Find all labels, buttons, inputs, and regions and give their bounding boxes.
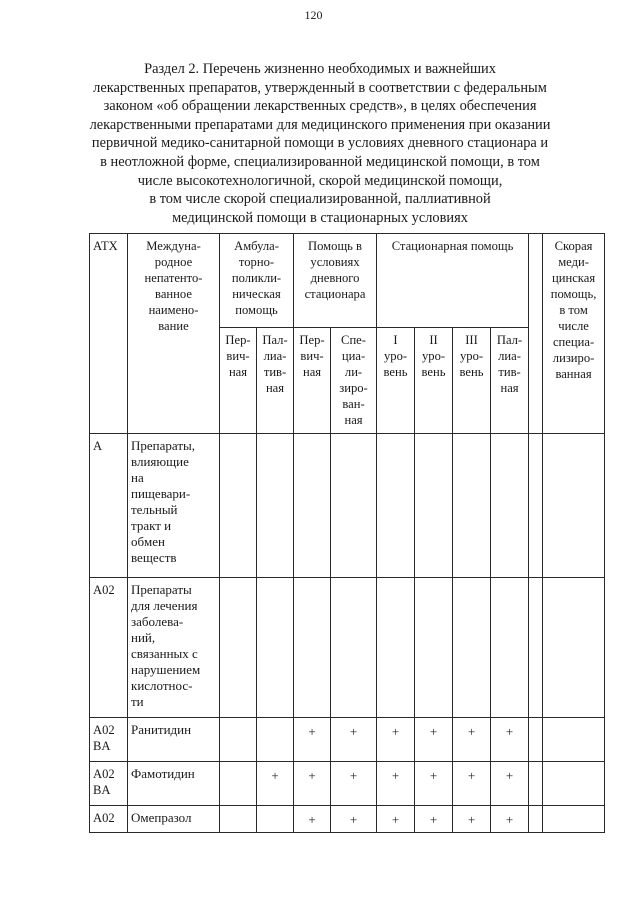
mark-cell: +	[453, 762, 491, 806]
mark-cell: +	[294, 718, 331, 762]
drug-name: Препараты для лечения заболева- ний, связанных с нарушением кислотнос- ти	[128, 578, 220, 718]
mark-cell: +	[331, 762, 377, 806]
header-level1: I уро- вень	[377, 328, 415, 434]
atx-code: A02 BA	[90, 718, 128, 762]
drug-list-table	[89, 233, 605, 833]
mark-cell	[529, 718, 543, 762]
mark-cell	[415, 578, 453, 718]
mark-cell	[220, 578, 257, 718]
section-heading: Раздел 2. Перечень жизненно необходимых и важнейших лекарственных препаратов, утвержденный в соответствии с федеральным законом «об обращении лекарственных средств», в целях обеспечения лекарственными препаратами для медицинского применения при оказании первичной медико-санитарной помощи в условиях дневного стационара и в неотложной форме, специализированной медицинской помощи, в том числе высокотехнологичной, скорой медицинской помощи, в том числе скорой специализированной, паллиативной медицинской помощи в стационарных условиях	[89, 61, 551, 226]
mark-cell	[529, 762, 543, 806]
header-amb-primary: Пер- вич- ная	[220, 328, 257, 434]
mark-cell: +	[415, 762, 453, 806]
header-amb-palliative: Пал- лиа- тив- ная	[257, 328, 294, 434]
mark-cell: +	[491, 718, 529, 762]
mark-cell: +	[331, 806, 377, 833]
table-row	[90, 434, 605, 578]
drug-name: Омепразол	[128, 806, 220, 833]
mark-cell	[543, 578, 605, 718]
mark-cell	[257, 578, 294, 718]
table-row	[90, 762, 605, 806]
atx-code: A	[90, 434, 128, 578]
atx-code: A02 BA	[90, 762, 128, 806]
mark-cell: +	[331, 718, 377, 762]
mark-cell	[543, 718, 605, 762]
mark-cell	[220, 806, 257, 833]
mark-cell	[294, 578, 331, 718]
mark-cell: +	[377, 718, 415, 762]
mark-cell	[257, 718, 294, 762]
header-spacer	[529, 234, 543, 434]
mark-cell: +	[453, 806, 491, 833]
mark-cell	[377, 578, 415, 718]
mark-cell: +	[415, 806, 453, 833]
header-level3: III уро- вень	[453, 328, 491, 434]
header-mnn: Междуна- родное непатенто- ванное наимено- вание	[128, 234, 220, 434]
mark-cell	[415, 434, 453, 578]
header-level2: II уро- вень	[415, 328, 453, 434]
mark-cell	[220, 718, 257, 762]
mark-cell	[491, 578, 529, 718]
atx-code: A02	[90, 806, 128, 833]
mark-cell	[257, 434, 294, 578]
mark-cell	[529, 806, 543, 833]
mark-cell: +	[491, 806, 529, 833]
mark-cell	[453, 578, 491, 718]
drug-name: Фамотидин	[128, 762, 220, 806]
drug-name: Ранитидин	[128, 718, 220, 762]
header-day-hospital: Помощь в условиях дневного стационара	[294, 234, 377, 328]
header-inpatient: Стационарная помощь	[377, 234, 529, 328]
mark-cell	[529, 578, 543, 718]
mark-cell	[453, 434, 491, 578]
mark-cell	[294, 434, 331, 578]
mark-cell	[529, 434, 543, 578]
header-ambulatory: Амбула- торно- поликли- ническая помощь	[220, 234, 294, 328]
header-day-specialized: Спе- циа- ли- зиро- ван- ная	[331, 328, 377, 434]
mark-cell	[257, 806, 294, 833]
mark-cell: +	[377, 806, 415, 833]
mark-cell	[491, 434, 529, 578]
drug-name: Препараты, влияющие на пищевари- тельный тракт и обмен веществ	[128, 434, 220, 578]
mark-cell	[543, 434, 605, 578]
mark-cell: +	[377, 762, 415, 806]
mark-cell	[331, 578, 377, 718]
table-row	[90, 578, 605, 718]
mark-cell: +	[491, 762, 529, 806]
mark-cell	[543, 762, 605, 806]
mark-cell	[331, 434, 377, 578]
mark-cell: +	[415, 718, 453, 762]
mark-cell	[220, 762, 257, 806]
header-atx: АТХ	[90, 234, 128, 434]
mark-cell: +	[453, 718, 491, 762]
atx-code: A02	[90, 578, 128, 718]
mark-cell: +	[294, 806, 331, 833]
header-inp-palliative: Пал- лиа- тив- ная	[491, 328, 529, 434]
table-row	[90, 718, 605, 762]
mark-cell	[220, 434, 257, 578]
mark-cell: +	[257, 762, 294, 806]
page-number: 120	[304, 8, 323, 22]
mark-cell	[377, 434, 415, 578]
table-row	[90, 806, 605, 833]
header-emergency: Скорая меди- цинская помощь, в том числе специа- лизиро- ванная	[543, 234, 605, 434]
header-day-primary: Пер- вич- ная	[294, 328, 331, 434]
mark-cell	[543, 806, 605, 833]
mark-cell: +	[294, 762, 331, 806]
